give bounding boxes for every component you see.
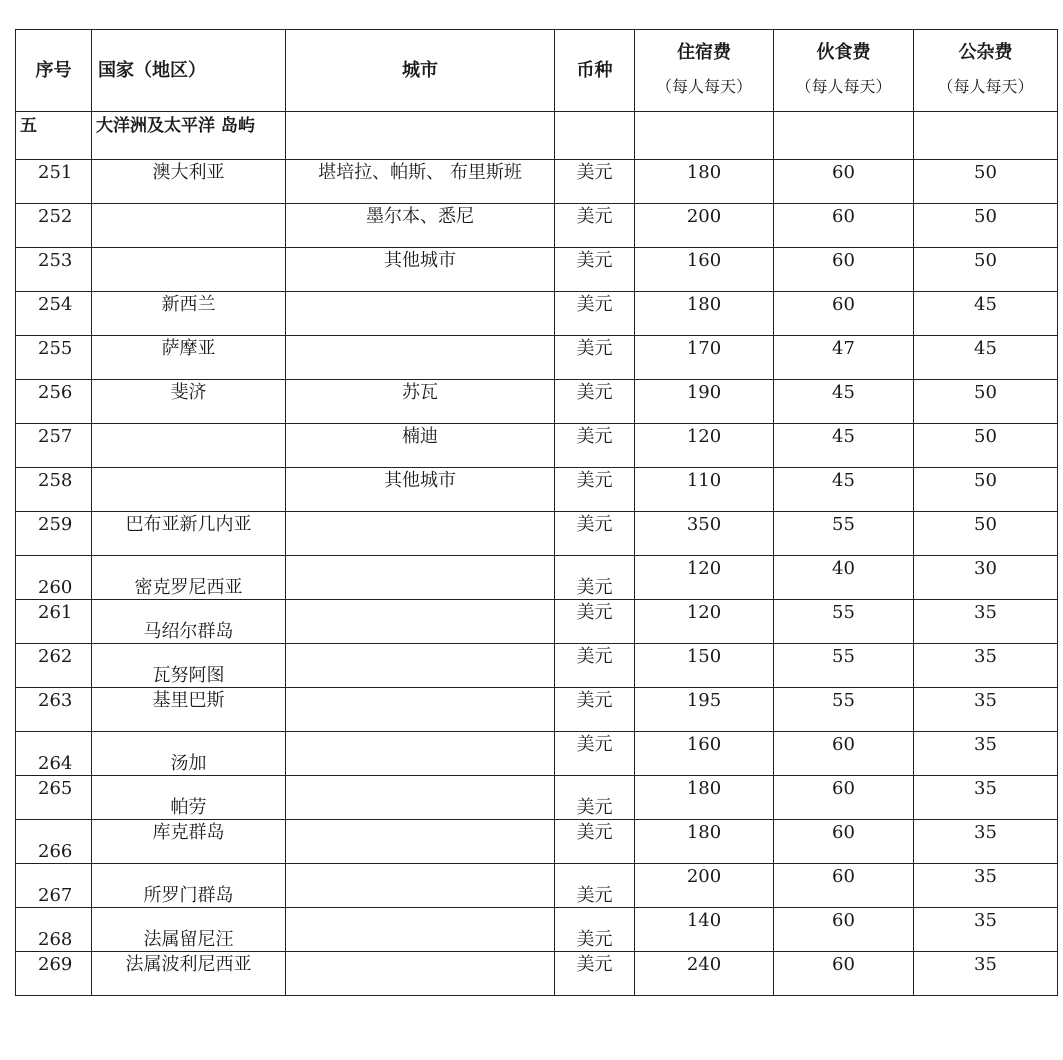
cell-food: 60: [774, 160, 914, 204]
cell-food: 60: [774, 864, 914, 908]
cell-country: 库克群岛: [92, 820, 286, 864]
cell-misc: 30: [914, 556, 1058, 600]
cell-currency: 美元: [555, 556, 635, 600]
cell-lodging: 110: [635, 468, 774, 512]
section-empty-cell: [914, 112, 1058, 160]
cell-city: [286, 688, 555, 732]
cell-lodging: 200: [635, 864, 774, 908]
table-row: [16, 468, 1058, 512]
table-row: [16, 160, 1058, 204]
cell-currency: 美元: [555, 380, 635, 424]
cell-lodging: 350: [635, 512, 774, 556]
cell-country: 法属波利尼西亚: [92, 952, 286, 996]
cell-food: 60: [774, 732, 914, 776]
header-food: [774, 30, 914, 112]
cell-country: 法属留尼汪: [92, 908, 286, 952]
header-country: 国家（地区）: [92, 30, 286, 112]
cell-currency: 美元: [555, 336, 635, 380]
cell-city: [286, 292, 555, 336]
cell-seq: 256: [16, 380, 92, 424]
header-lodging-unit: （每人每天）: [655, 76, 752, 96]
cell-currency: 美元: [555, 820, 635, 864]
cell-currency: 美元: [555, 644, 635, 688]
table-row: [16, 776, 1058, 820]
header-city: 城市: [286, 30, 555, 112]
cell-seq: 260: [16, 556, 92, 600]
cell-country: [92, 468, 286, 512]
cell-currency: 美元: [555, 160, 635, 204]
cell-misc: 35: [914, 776, 1058, 820]
cell-misc: 35: [914, 864, 1058, 908]
cell-food: 60: [774, 248, 914, 292]
cell-currency: 美元: [555, 776, 635, 820]
section-empty-cell: [555, 112, 635, 160]
section-empty-cell: [635, 112, 774, 160]
cell-lodging: 180: [635, 820, 774, 864]
cell-misc: 50: [914, 424, 1058, 468]
cell-city: 其他城市: [286, 248, 555, 292]
cell-seq: 269: [16, 952, 92, 996]
cell-country: [92, 248, 286, 292]
table-header-row: [16, 30, 1058, 112]
cell-city: [286, 776, 555, 820]
cell-currency: 美元: [555, 292, 635, 336]
cell-city: [286, 644, 555, 688]
table-row: [16, 556, 1058, 600]
header-lodging-title: 住宿费: [677, 41, 731, 63]
table-row: [16, 248, 1058, 292]
table-row: [16, 820, 1058, 864]
cell-currency: 美元: [555, 688, 635, 732]
cell-misc: 45: [914, 336, 1058, 380]
cell-food: 55: [774, 600, 914, 644]
cell-seq: 261: [16, 600, 92, 644]
cell-seq: 263: [16, 688, 92, 732]
cell-country: 马绍尔群岛: [92, 600, 286, 644]
cell-misc: 50: [914, 512, 1058, 556]
header-food-title: 伙食费: [816, 41, 871, 63]
cell-city: [286, 820, 555, 864]
cell-lodging: 120: [635, 556, 774, 600]
cell-food: 60: [774, 776, 914, 820]
cell-country: [92, 204, 286, 248]
cell-misc: 50: [914, 204, 1058, 248]
cell-food: 45: [774, 424, 914, 468]
cell-lodging: 150: [635, 644, 774, 688]
cell-lodging: 200: [635, 204, 774, 248]
cell-misc: 35: [914, 952, 1058, 996]
section-empty-cell: [286, 112, 555, 160]
section-number: 五: [16, 112, 92, 160]
cell-lodging: 190: [635, 380, 774, 424]
cell-city: [286, 908, 555, 952]
header-seq: 序号: [16, 30, 92, 112]
cell-currency: 美元: [555, 424, 635, 468]
cell-country: [92, 424, 286, 468]
table-row: [16, 204, 1058, 248]
section-row: [16, 112, 1058, 160]
cell-country: 基里巴斯: [92, 688, 286, 732]
cell-lodging: 140: [635, 908, 774, 952]
cell-lodging: 180: [635, 776, 774, 820]
cell-city: 墨尔本、悉尼: [286, 204, 555, 248]
cell-misc: 35: [914, 644, 1058, 688]
header-misc: [914, 30, 1058, 112]
cell-misc: 35: [914, 732, 1058, 776]
cell-food: 45: [774, 380, 914, 424]
cell-city: [286, 336, 555, 380]
cell-city: [286, 556, 555, 600]
cell-seq: 267: [16, 864, 92, 908]
cell-lodging: 170: [635, 336, 774, 380]
cell-seq: 262: [16, 644, 92, 688]
cell-lodging: 240: [635, 952, 774, 996]
cell-city: 楠迪: [286, 424, 555, 468]
cell-food: 60: [774, 820, 914, 864]
table-row: [16, 908, 1058, 952]
table-row: [16, 336, 1058, 380]
cell-seq: 252: [16, 204, 92, 248]
cell-city: 堪培拉、帕斯、 布里斯班: [286, 160, 555, 204]
header-misc-title: 公杂费: [958, 41, 1013, 63]
cell-food: 60: [774, 204, 914, 248]
cell-misc: 50: [914, 468, 1058, 512]
cell-country: 斐济: [92, 380, 286, 424]
cell-lodging: 120: [635, 600, 774, 644]
cell-city: 其他城市: [286, 468, 555, 512]
cell-misc: 50: [914, 248, 1058, 292]
cell-misc: 35: [914, 600, 1058, 644]
cell-city: [286, 732, 555, 776]
table-row: [16, 600, 1058, 644]
cell-misc: 35: [914, 688, 1058, 732]
cell-food: 45: [774, 468, 914, 512]
cell-misc: 35: [914, 908, 1058, 952]
cell-seq: 265: [16, 776, 92, 820]
table-row: [16, 292, 1058, 336]
cell-seq: 255: [16, 336, 92, 380]
table-row: [16, 512, 1058, 556]
cell-country: 汤加: [92, 732, 286, 776]
cell-lodging: 120: [635, 424, 774, 468]
cell-city: [286, 952, 555, 996]
table-row: [16, 688, 1058, 732]
cell-city: [286, 512, 555, 556]
header-food-unit: （每人每天）: [795, 76, 892, 96]
table-row: [16, 424, 1058, 468]
cell-misc: 50: [914, 380, 1058, 424]
cell-seq: 264: [16, 732, 92, 776]
header-misc-unit: （每人每天）: [937, 76, 1034, 96]
cell-country: 萨摩亚: [92, 336, 286, 380]
cell-country: 巴布亚新几内亚: [92, 512, 286, 556]
cell-food: 55: [774, 644, 914, 688]
header-currency: 币种: [555, 30, 635, 112]
cell-food: 60: [774, 908, 914, 952]
cell-food: 60: [774, 292, 914, 336]
cell-food: 40: [774, 556, 914, 600]
cell-misc: 50: [914, 160, 1058, 204]
cell-seq: 268: [16, 908, 92, 952]
cell-seq: 254: [16, 292, 92, 336]
cell-currency: 美元: [555, 204, 635, 248]
cell-seq: 258: [16, 468, 92, 512]
cell-currency: 美元: [555, 864, 635, 908]
cell-seq: 259: [16, 512, 92, 556]
cell-seq: 266: [16, 820, 92, 864]
cell-country: 新西兰: [92, 292, 286, 336]
cell-lodging: 160: [635, 732, 774, 776]
cell-country: 密克罗尼西亚: [92, 556, 286, 600]
cell-country: 所罗门群岛: [92, 864, 286, 908]
cell-lodging: 180: [635, 292, 774, 336]
cell-seq: 251: [16, 160, 92, 204]
cell-currency: 美元: [555, 600, 635, 644]
cell-seq: 257: [16, 424, 92, 468]
cell-food: 55: [774, 688, 914, 732]
cell-city: [286, 864, 555, 908]
cell-lodging: 180: [635, 160, 774, 204]
cell-city: [286, 600, 555, 644]
cell-currency: 美元: [555, 468, 635, 512]
cell-country: 帕劳: [92, 776, 286, 820]
cell-currency: 美元: [555, 952, 635, 996]
allowance-table: [15, 29, 1058, 996]
cell-country: 澳大利亚: [92, 160, 286, 204]
table-row: [16, 380, 1058, 424]
cell-country: 瓦努阿图: [92, 644, 286, 688]
table-row: [16, 952, 1058, 996]
section-empty-cell: [774, 112, 914, 160]
cell-currency: 美元: [555, 732, 635, 776]
section-name: 大洋洲及太平洋 岛屿: [92, 112, 286, 160]
table-row: [16, 644, 1058, 688]
cell-food: 55: [774, 512, 914, 556]
cell-currency: 美元: [555, 908, 635, 952]
cell-seq: 253: [16, 248, 92, 292]
cell-food: 47: [774, 336, 914, 380]
header-lodging: [635, 30, 774, 112]
cell-misc: 35: [914, 820, 1058, 864]
cell-lodging: 195: [635, 688, 774, 732]
cell-food: 60: [774, 952, 914, 996]
table-row: [16, 864, 1058, 908]
cell-lodging: 160: [635, 248, 774, 292]
cell-misc: 45: [914, 292, 1058, 336]
cell-currency: 美元: [555, 512, 635, 556]
table-row: [16, 732, 1058, 776]
cell-currency: 美元: [555, 248, 635, 292]
cell-city: 苏瓦: [286, 380, 555, 424]
